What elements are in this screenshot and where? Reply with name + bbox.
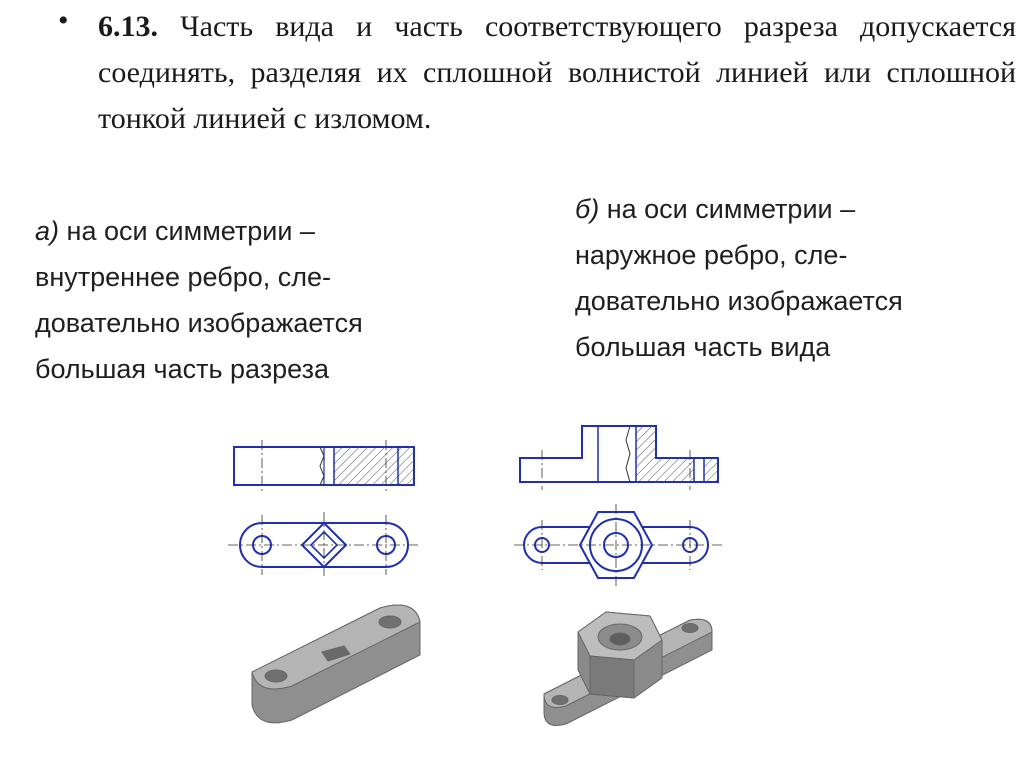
caption-b-label: б) bbox=[575, 194, 600, 224]
drawing-b-isometric-model bbox=[544, 612, 712, 726]
caption-a-line-4: большая часть разреза bbox=[35, 354, 329, 384]
caption-b-line-4: большая часть вида bbox=[575, 332, 831, 362]
drawing-a-isometric-model bbox=[252, 605, 420, 723]
drawing-a-front-view bbox=[234, 440, 414, 492]
caption-a-line-2: внутреннее ребро, сле- bbox=[35, 262, 331, 292]
caption-a-line-1: а) на оси симметрии – bbox=[35, 216, 315, 246]
rule-number: 6.13. bbox=[98, 10, 158, 43]
drawing-b-front-view bbox=[520, 426, 718, 490]
bullet: • bbox=[58, 4, 69, 37]
drawing-a-top-view bbox=[228, 512, 420, 578]
caption-b-line-1: б) на оси симметрии – bbox=[575, 194, 856, 224]
caption-b-line-2: наружное ребро, сле- bbox=[575, 240, 848, 270]
caption-b-line-3: довательно изображается bbox=[575, 286, 903, 316]
rule-text: Часть вида и часть соответствующего разреза допускается соединять, разделяя их сплошной волнистой линией или сплошной тонкой линией с изломом. bbox=[98, 10, 1016, 135]
caption-a-line-3: довательно изображается bbox=[35, 308, 363, 338]
drawing-b-top-view bbox=[514, 504, 722, 586]
caption-a-label: а) bbox=[35, 216, 60, 246]
